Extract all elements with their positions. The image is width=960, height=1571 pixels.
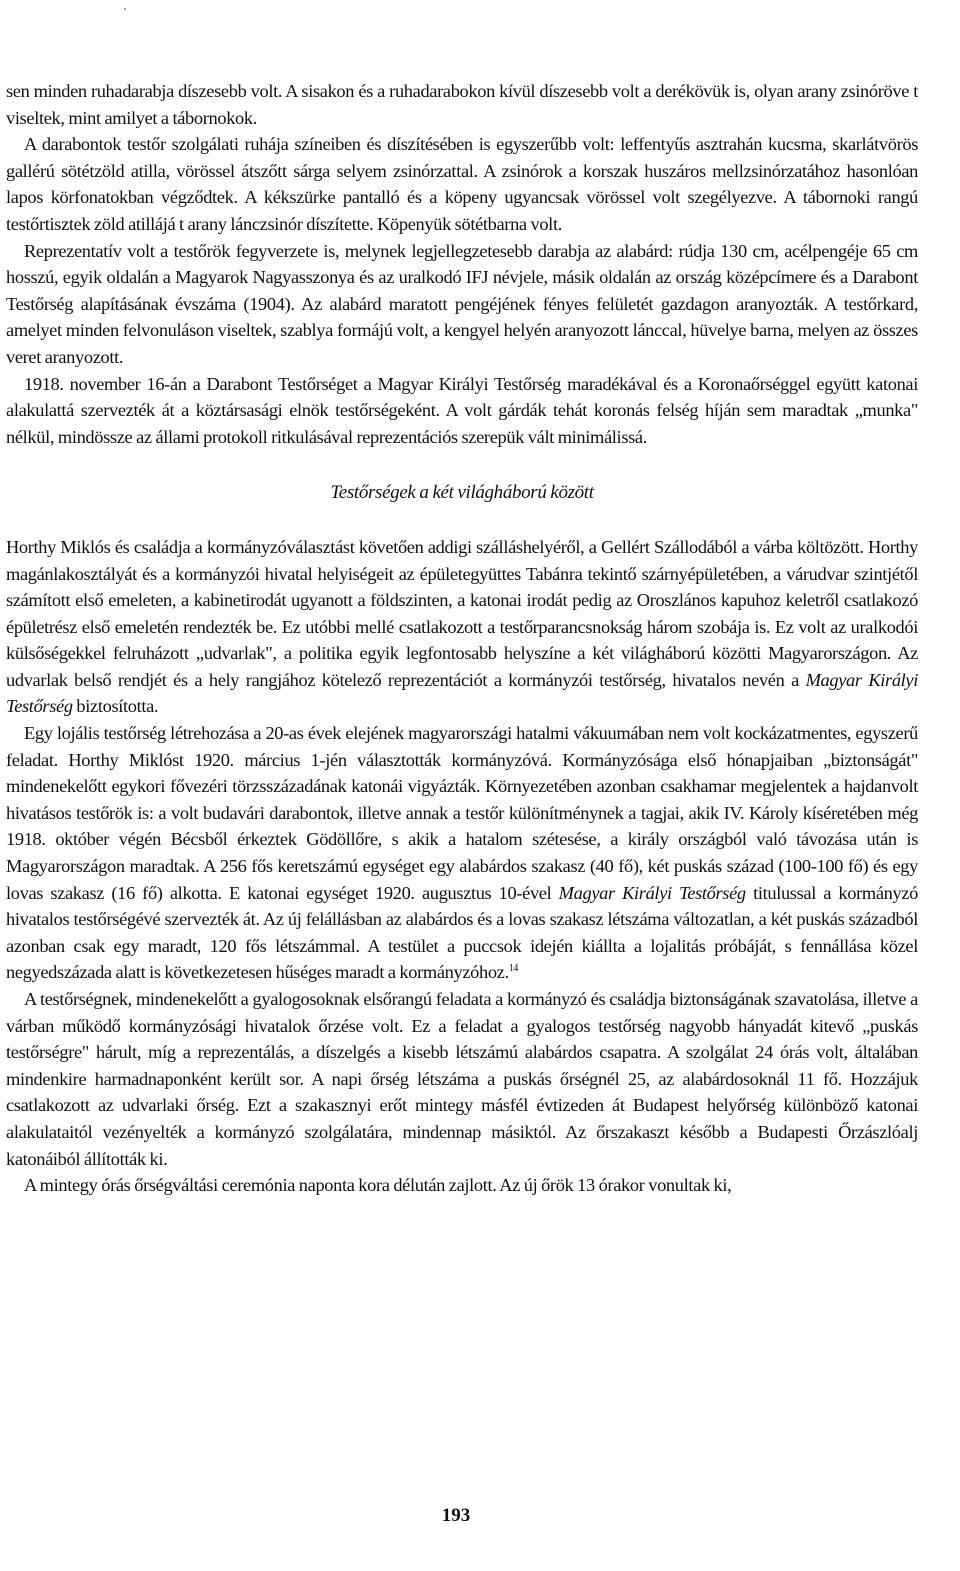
paragraph-darabont-uniform: A darabontok testőr szolgálati ruhája színeiben és díszítésében is egyszerűbb volt: leffentyűs asztrahán kucsma, skarlátvörös gallérú sötétzöld atilla, vörössel átszőtt sárga selyem zsinórzattal. A zsinórok a korszak huszáros mellzsinórzatához hasonlóan lapos körfonatokban végződtek. A kékszürke pantalló és a köpeny ugyancsak vörössel volt szegélyezve. A tábornoki rangú testőrtisztek zöld atillájá t arany lánczsinór díszítette. Köpenyük sötétbarna volt. xyxy=(6,134,918,234)
paragraph-ceremony: A mintegy órás őrségváltási ceremónia naponta kora délután zajlott. Az új őrök 13 órakor vonultak ki, xyxy=(24,1175,732,1196)
paragraph-guard-duties: A testőrségnek, mindenekelőtt a gyalogosoknak elsőrangú feladata a kormányzó és családja biztonságának szavatolása, illetve a várban működő kormányzósági hivatalok őrzése volt. Ez a feladat a gyalogos testőrség nagyobb hányadát kitevő „puskás testőrségre" hárult, míg a reprezentálás, a díszelgés a kisebb létszámú alabárdos csapatra. A szolgálat 24 órás volt, általában mindenkire harmadnaponként került sor. A napi őrség létszáma a puskás őrségnél 25, az alabárdosoknál 11 fő. Hozzájuk csatlakozott az udvarlaki őrség. Ezt a szakasznyi erőt mintegy másfél évtizeden át Budapest helyőrség különböző katonai alakulataitól vezényelték a kormányzó szolgálatára, mindennap másiktól. Az őrszakaszt később a Budapesti Őrzászlóalj katonáiból állították ki. xyxy=(6,989,918,1169)
page-number: 193 xyxy=(441,1505,471,1526)
text-run: Egy lojális testőrség létrehozása a 20-as évek elejének magyarországi hatalmi vákuumában nem volt kockázatmentes, egyszerű feladat. Horthy Miklóst 1920. március 1-jén választották kormányzóvá. Kormányzósága első hónapjaiban „biztonságát" mindenekelőtt egykori fővezéri törzsszázadának katonái vigyázták. Környezetében azonban csakhamar megjelentek a hajdanvolt hivatásos testőrök is: a volt budavári darabontok, illetve annak a testőr különítménynek a tagjai, akik IV. Károly kíséretében még 1918. október végén Bécsből érkeztek Gödöllőre, s akik a hatalom szétesése, a király országból való távozása után is Magyarországon maradtak. A 256 fős keretszámú egységet egy alabárdos szakasz (40 fő), két puskás század (100-100 fő) és egy lovas szakasz (16 fő) alkotta. E katonai egységet 1920. augusztus 10-ével xyxy=(6,723,918,903)
section-heading: Testőrségek a két világháború között xyxy=(330,482,594,504)
document-page xyxy=(0,78,918,1199)
text-run: Horthy Miklós és családja a kormányzóválasztást követően addigi szálláshelyéről, a Gellért Szállodából a várba költözött. Horthy magánlakosztályát és a kormányzói hivatal helyiségeit az épületegyüttes Tabánra tekintő szárnyépületében, a várudvar szintjétől számított első emeleten, a kabinetirodát ugyanott a földszinten, a katonai irodát pedig az Oroszlános kapuhoz keletről csatlakozó épületrész első emeletén rendezték be. Ez utóbbi mellé csatlakozott a testőrparancsnokság három szobája is. Ez volt az uralkodói külsőségekkel felruházott „udvarlak", a politika egyik legfontosabb helyszíne a két világháború közötti Magyarországon. Az udvarlak belső rendjét és a hely rangjához kötelező reprezentációt a kormányzói testőrség, hivatalos nevén a xyxy=(6,536,918,690)
paragraph-1918: 1918. november 16-án a Darabont Testőrséget a Magyar Királyi Testőrség maradékával és a Koronaőrséggel együtt katonai alakulattá szervezték át a köztársasági elnök testőrségeként. A volt gárdák tehát koronás felség híján sem maradtak „munka" nélkül, mindössze az állami protokoll ritkulásával reprezentációs szerepük vált minimálissá. xyxy=(6,373,918,447)
paragraph-loyal-guard xyxy=(6,720,918,986)
text-run: titulussal a kormányzó hivatalos testőrségévé szervezték át. Az új felállásban az alabárdos és a lovas szakasz létszáma változatlan, a két puskás századból azonban csak egy maradt, 120 fős létszámmal. A testület a puccsok idején kiállta a lojalitás próbáját, s fennállása közel negyedszázada alatt is következetesen hűséges maradt a kormányzóhoz. xyxy=(6,882,918,983)
italic-term: Magyar Királyi Testőrség xyxy=(6,669,918,717)
scan-speck xyxy=(124,8,126,10)
italic-term: Magyar Királyi Testőrség xyxy=(558,882,746,903)
text-run: biztosította. xyxy=(72,696,159,717)
paragraph-uniform-end: sen minden ruhadarabja díszesebb volt. A sisakon és a ruhadarabokon kívül díszesebb volt a derékövük is, olyan arany zsinóröve t viseltek, mint amilyet a tábornokok. xyxy=(6,81,918,128)
paragraph-horthy-residence xyxy=(6,534,918,720)
paragraph-weapons: Reprezentatív volt a testőrök fegyverzete is, melynek legjellegzetesebb darabja az alabárd: rúdja 130 cm, acélpengéje 65 cm hosszú, egyik oldalán a Magyarok Nagyasszonya és az uralkodó IFJ névjele, másik oldalán az ország középcímere és a Darabont Testőrség alapításának évszáma (1904). Az alabárd maratott pengéjének fényes felületét gazdagon aranyozták. A testőrkard, amelyet minden felvonuláson viseltek, szablya formájú volt, a kengyel helyén aranyozott lánccal, hüvelye barna, melyen az összes veret aranyozott. xyxy=(6,240,918,367)
footnote-ref: 14 xyxy=(508,963,519,975)
